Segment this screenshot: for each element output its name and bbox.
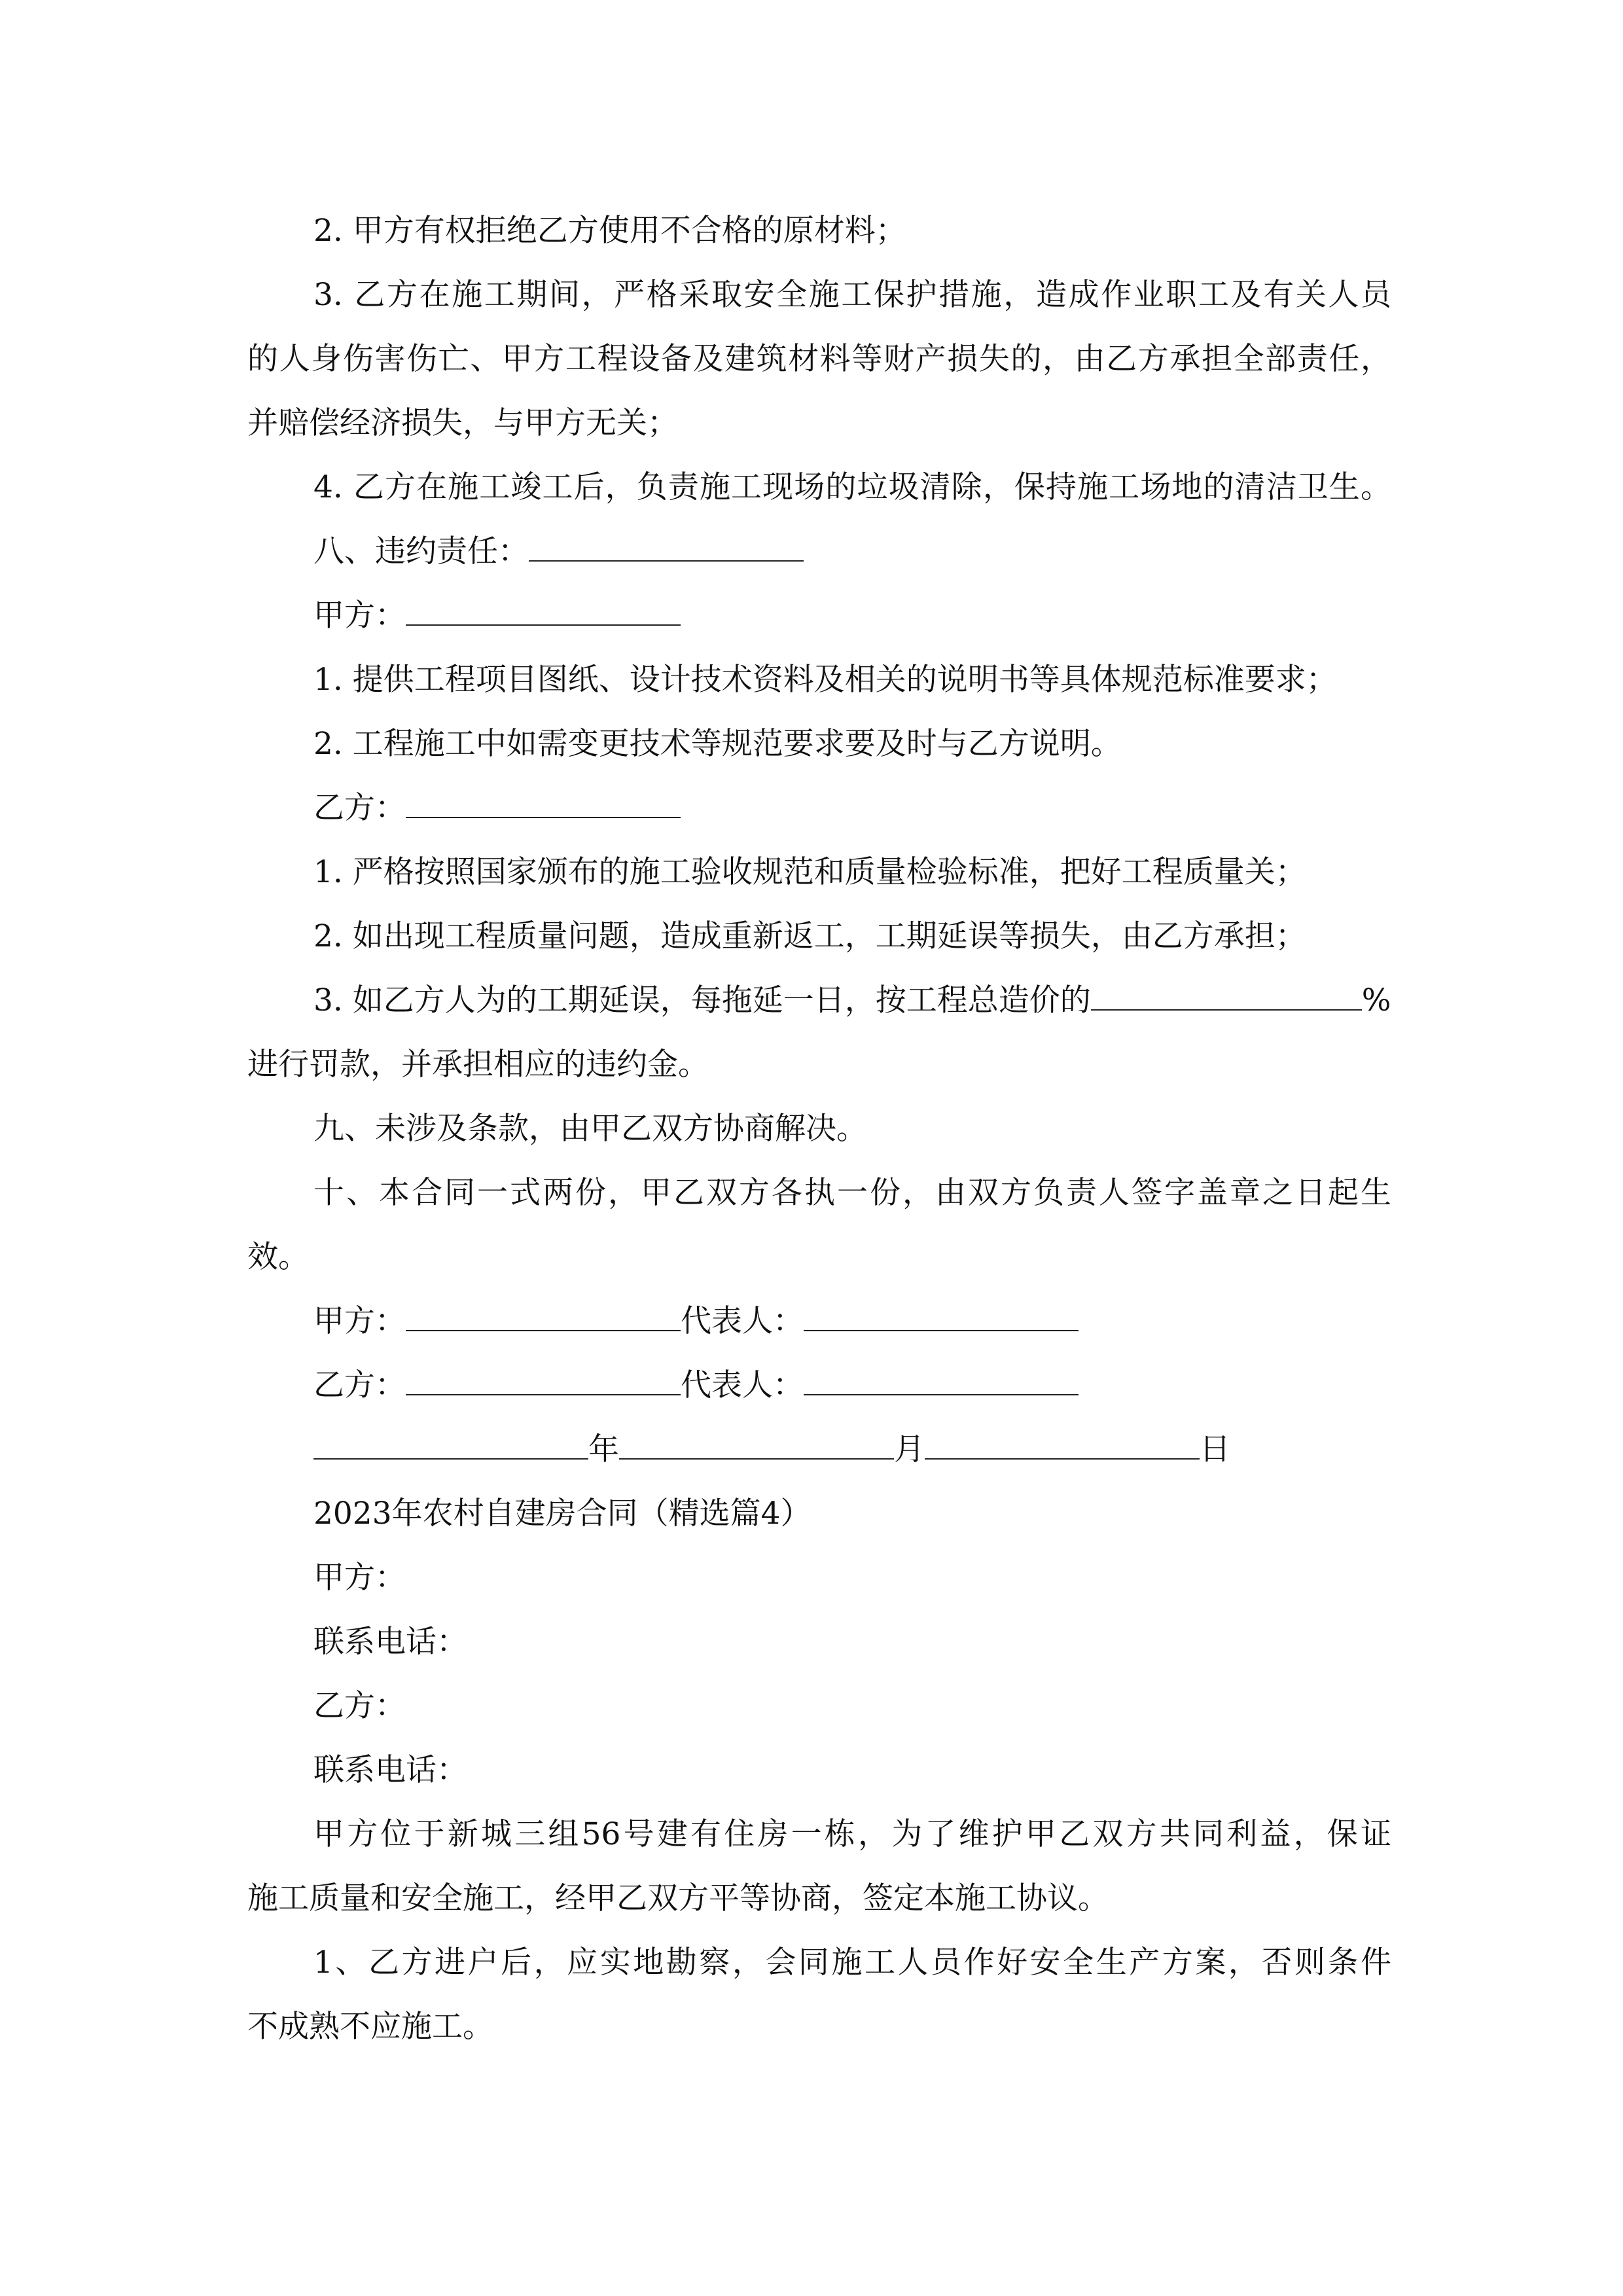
party-line — [247, 584, 1391, 648]
penalty-text: 3. 如乙方人为的工期延误，每拖延一日，按工程总造价的 — [313, 982, 1091, 1018]
representative-blank[interactable] — [804, 1308, 1079, 1331]
party-line — [247, 776, 1391, 840]
clause-text: 进行罚款，并承担相应的违约金。 — [247, 1047, 709, 1083]
month-blank[interactable] — [619, 1436, 894, 1460]
clause-text: 1、乙方进户后，应实地勘察，会同施工人员作好安全生产方案，否则条件 — [313, 1945, 1391, 1981]
representative-blank[interactable] — [804, 1372, 1079, 1395]
clause-text: 1. 严格按照国家颁布的施工验收规范和质量检验标准，把好工程质量关； — [313, 854, 1306, 890]
clause-text: 的人身伤害伤亡、甲方工程设备及建筑材料等财产损失的，由乙方承担全部责任， — [247, 341, 1391, 377]
representative-label: 代表人： — [681, 1303, 804, 1339]
party-a-label: 甲方： — [313, 598, 406, 634]
clause-text — [247, 969, 1391, 1033]
clause-text: 十、本合同一式两份，甲乙双方各执一份，由双方负责人签字盖章之日起生 — [313, 1175, 1391, 1211]
clause-text: 4. 乙方在施工竣工后，负责施工现场的垃圾清除，保持施工场地的清洁卫生。 — [313, 469, 1391, 505]
party-b-label: 乙方： — [313, 1688, 406, 1724]
representative-label: 代表人： — [681, 1367, 804, 1403]
blank-field[interactable] — [529, 538, 804, 562]
clause-text: 3. 乙方在施工期间，严格采取安全施工保护措施，造成作业职工及有关人员 — [313, 277, 1391, 313]
party-b-label: 乙方： — [313, 1367, 406, 1403]
clause-text: 并赔偿经济损失，与甲方无关； — [247, 405, 678, 441]
clause-text: 2. 如出现工程质量问题，造成重新返工，工期延误等损失，由乙方承担； — [313, 918, 1306, 954]
year-label: 年 — [588, 1431, 619, 1467]
party-a-label: 甲方： — [313, 1303, 406, 1339]
intro-text: 甲方位于新城三组56号建有住房一栋，为了维护甲乙双方共同利益，保证 — [313, 1816, 1391, 1852]
month-label: 月 — [894, 1431, 925, 1467]
party-b-blank[interactable] — [406, 1372, 681, 1395]
blank-field[interactable] — [406, 795, 681, 818]
clause-text: 效。 — [247, 1239, 309, 1275]
party-b-label: 乙方： — [313, 790, 406, 826]
party-a-blank[interactable] — [406, 1308, 681, 1331]
document-page — [247, 199, 1391, 2059]
penalty-percent-blank[interactable] — [1091, 987, 1362, 1011]
clause-text: 九、未涉及条款，由甲乙双方协商解决。 — [313, 1111, 867, 1147]
year-blank[interactable] — [313, 1436, 588, 1460]
contract-title: 2023年农村自建房合同（精选篇4） — [313, 1496, 812, 1532]
blank-field[interactable] — [406, 602, 681, 626]
signature-line — [247, 1289, 1391, 1354]
signature-line — [247, 1354, 1391, 1418]
phone-label: 联系电话： — [313, 1624, 467, 1660]
day-label: 日 — [1200, 1431, 1230, 1467]
clause-text: 1. 提供工程项目图纸、设计技术资料及相关的说明书等具体规范标准要求； — [313, 662, 1337, 698]
intro-text: 施工质量和安全施工，经甲乙双方平等协商，签定本施工协议。 — [247, 1880, 1109, 1916]
day-blank[interactable] — [925, 1436, 1200, 1460]
section-8-label: 八、违约责任： — [313, 533, 529, 569]
section-heading — [247, 520, 1391, 584]
phone-label: 联系电话： — [313, 1752, 467, 1788]
clause-text: 2. 工程施工中如需变更技术等规范要求要及时与乙方说明。 — [313, 726, 1122, 762]
date-line — [247, 1418, 1391, 1482]
party-a-label: 甲方： — [313, 1560, 406, 1596]
clause-text: 不成熟不应施工。 — [247, 2009, 493, 2045]
percent-sign: % — [1361, 982, 1391, 1018]
clause-text: 2. 甲方有权拒绝乙方使用不合格的原材料； — [313, 213, 906, 249]
